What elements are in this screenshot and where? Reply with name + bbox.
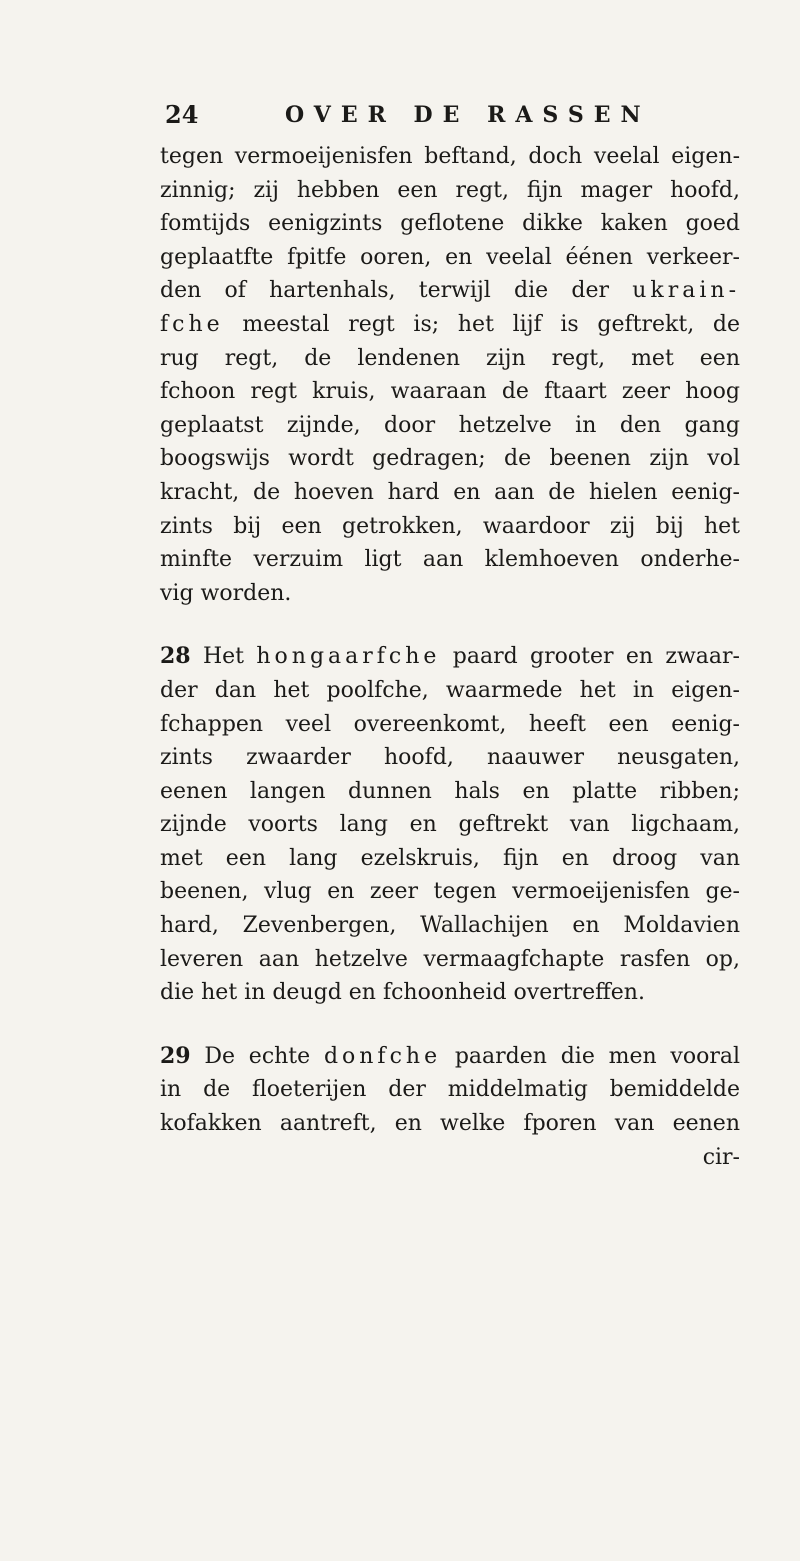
spaced-word: ukrain- (632, 278, 741, 304)
text-line (160, 308, 740, 342)
text-line: kracht, de hoeven hard en aan de hielen eenig- (160, 479, 740, 505)
paragraph-number: 29 (160, 1042, 191, 1069)
paragraph-28 (160, 640, 740, 1010)
page-number: 24 (165, 100, 199, 129)
body-text (160, 140, 740, 1174)
text-segment: den of hartenhals, terwijl die der (160, 278, 610, 304)
text-line: fomtijds eenigzints geflotene dikke kaken goed (160, 211, 740, 237)
paragraph-29 (160, 1040, 740, 1174)
text-line: fchappen veel overeenkomt, heeft een eenig- (160, 711, 740, 737)
text-segment: meestal regt is; het lijf is geftrekt, de (223, 311, 740, 337)
text-segment: De echte (190, 1043, 324, 1069)
text-line: minfte verzuim ligt aan klemhoeven onderhe- (160, 547, 740, 573)
catchword: cir- (702, 1144, 740, 1170)
paragraph-continuation (160, 140, 740, 610)
text-line: geplaatfte fpitfe ooren, en veelal éénen verkeer- (160, 244, 740, 270)
text-line: beenen, vlug en zeer tegen vermoeijenisfen ge- (160, 879, 740, 905)
text-line: geplaatst zijnde, door hetzelve in den gang (160, 412, 740, 438)
text-line: zints bij een getrokken, waardoor zij bij het (160, 513, 740, 539)
text-line: boogswijs wordt gedragen; de beenen zijn vol (160, 446, 740, 472)
spaced-word: fche (160, 311, 224, 337)
text-line: zinnig; zij hebben een regt, fijn mager hoofd, (160, 177, 740, 203)
text-segment: paard grooter en zwaar- (440, 644, 740, 670)
text-line: rug regt, de lendenen zijn regt, met een (160, 345, 740, 371)
text-line (160, 640, 740, 674)
text-line: vig worden. (160, 580, 292, 606)
paragraph-number: 28 (160, 643, 191, 670)
text-line: leveren aan hetzelve vermaagfchapte rasfen op, (160, 946, 740, 972)
spaced-word: donfche (323, 1043, 442, 1069)
running-head: OVER DE RASSEN (285, 102, 651, 128)
text-segment: paarden die men vooral (441, 1043, 740, 1069)
text-line (160, 1040, 740, 1074)
text-segment: Het (190, 644, 257, 670)
text-line (160, 274, 740, 308)
text-line: fchoon regt kruis, waaraan de ftaart zeer hoog (160, 379, 740, 405)
text-line: zijnde voorts lang en geftrekt van ligchaam, (160, 812, 740, 838)
spaced-word: hongaarfche (256, 644, 441, 670)
text-line: eenen langen dunnen hals en platte ribben; (160, 778, 740, 804)
text-line: der dan het poolfche, waarmede het in eigen- (160, 677, 740, 703)
text-line: zints zwaarder hoofd, naauwer neusgaten, (160, 745, 740, 771)
paragraph-gap (160, 610, 740, 640)
text-line: in de floeterijen der middelmatig bemiddelde (160, 1077, 740, 1103)
text-line: die het in deugd en fchoonheid overtreffen. (160, 980, 645, 1006)
paragraph-gap (160, 1010, 740, 1040)
text-line: tegen vermoeijenisfen beftand, doch veelal eigen- (160, 144, 740, 169)
text-line: hard, Zevenbergen, Wallachijen en Moldavien (160, 913, 740, 939)
page-header (165, 100, 730, 140)
text-line: kofakken aantreft, en welke fporen van eenen (160, 1111, 740, 1137)
text-line: met een lang ezelskruis, fijn en droog van (160, 845, 740, 871)
